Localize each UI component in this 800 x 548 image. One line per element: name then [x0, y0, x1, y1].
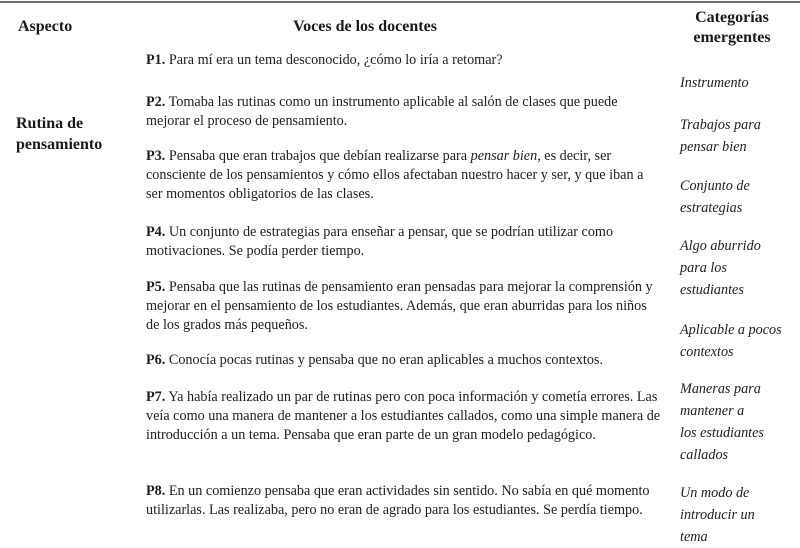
- voice-p8: [146, 482, 661, 520]
- category-modo: [680, 482, 798, 548]
- category-line: Conjunto de: [680, 178, 750, 194]
- voice-label: P5.: [146, 279, 166, 295]
- voice-text: Conocía pocas rutinas y pensaba que no eran aplicables a muchos contextos.: [165, 352, 604, 368]
- voice-text: En un comienzo pensaba que eran actividades sin sentido. No sabía en qué momento utilizarlas. Las realizaba, pero no eran de agrado para los estudiantes. Se perdía tiempo.: [146, 483, 650, 518]
- category-conjunto: [680, 175, 798, 219]
- category-line: los estudiantes: [680, 425, 764, 441]
- table-top-rule: [0, 1, 800, 3]
- category-line: Maneras para: [680, 381, 761, 397]
- voice-text: Un conjunto de estrategias para enseñar a pensar, que se podrían utilizar como motivaciones. Se podía perder tiempo.: [146, 224, 614, 259]
- category-line: Instrumento: [680, 75, 749, 91]
- voice-p6: [146, 351, 661, 370]
- category-line: pensar bien: [680, 139, 747, 155]
- voice-text: Pensaba que las rutinas de pensamiento eran pensadas para mejorar la comprensión y mejorar en el pensamiento de los estudiantes. Además, que eran aburridas para los niños de los grados más pequeños.: [146, 279, 653, 333]
- category-line: Algo aburrido: [680, 238, 761, 254]
- category-trabajos: [680, 114, 798, 158]
- voice-emphasis: pensar bien: [470, 148, 538, 164]
- aspect-line1: Rutina de: [16, 115, 84, 132]
- voice-text: Para mí era un tema desconocido, ¿cómo lo iría a retomar?: [165, 52, 503, 68]
- header-voces: Voces de los docentes: [293, 18, 437, 35]
- header-aspecto: Aspecto: [18, 18, 73, 35]
- category-line: para los: [680, 260, 727, 276]
- aspect-cell: [16, 113, 136, 155]
- voice-p4: [146, 223, 661, 261]
- category-aburrido: [680, 235, 798, 301]
- aspect-line2: pensamiento: [16, 136, 103, 153]
- voice-text-after: , es decir, ser consciente de los pensamientos y cómo ellos afectaban nuestro hacer y ser, y que iban a ser momentos obligatorios de las clases.: [146, 148, 644, 202]
- category-instrumento: [680, 72, 798, 94]
- category-line: estrategias: [680, 200, 743, 216]
- voice-label: P8.: [146, 483, 166, 499]
- voice-label: P1.: [146, 52, 166, 68]
- voice-text: Ya había realizado un par de rutinas pero con poca información y cometía errores. Las veía como una manera de mantener a los estudiantes callados, como una simple manera de introducción a un tema. Pensaba que eran parte de un gran modelo pedagógico.: [146, 389, 661, 443]
- category-line: Trabajos para: [680, 117, 761, 133]
- voice-text: Tomaba las rutinas como un instrumento aplicable al salón de clases que puede mejorar el proceso de pensamiento.: [146, 94, 618, 129]
- header-categorias: [664, 8, 800, 48]
- category-aplicable: [680, 319, 798, 363]
- voice-p7: [146, 388, 661, 445]
- voice-p2: [146, 93, 661, 131]
- category-line: mantener a: [680, 403, 745, 419]
- category-line: estudiantes: [680, 282, 744, 298]
- voice-label: P3.: [146, 148, 166, 164]
- category-line: contextos: [680, 344, 734, 360]
- voice-p3: [146, 147, 661, 204]
- voice-label: P4.: [146, 224, 166, 240]
- header-categorias-line2: emergentes: [693, 29, 771, 46]
- voice-p5: [146, 278, 661, 335]
- category-line: tema: [680, 529, 708, 545]
- category-line: Un modo de: [680, 485, 750, 501]
- category-line: callados: [680, 447, 729, 463]
- header-categorias-line1: Categorías: [695, 9, 769, 26]
- voice-label: P6.: [146, 352, 166, 368]
- voice-text-before: Pensaba que eran trabajos que debían realizarse para: [165, 148, 471, 164]
- category-line: introducir un: [680, 507, 755, 523]
- voice-p1: [146, 51, 661, 70]
- category-maneras: [680, 378, 798, 466]
- voice-label: P2.: [146, 94, 166, 110]
- voice-label: P7.: [146, 389, 166, 405]
- category-line: Aplicable a pocos: [680, 322, 782, 338]
